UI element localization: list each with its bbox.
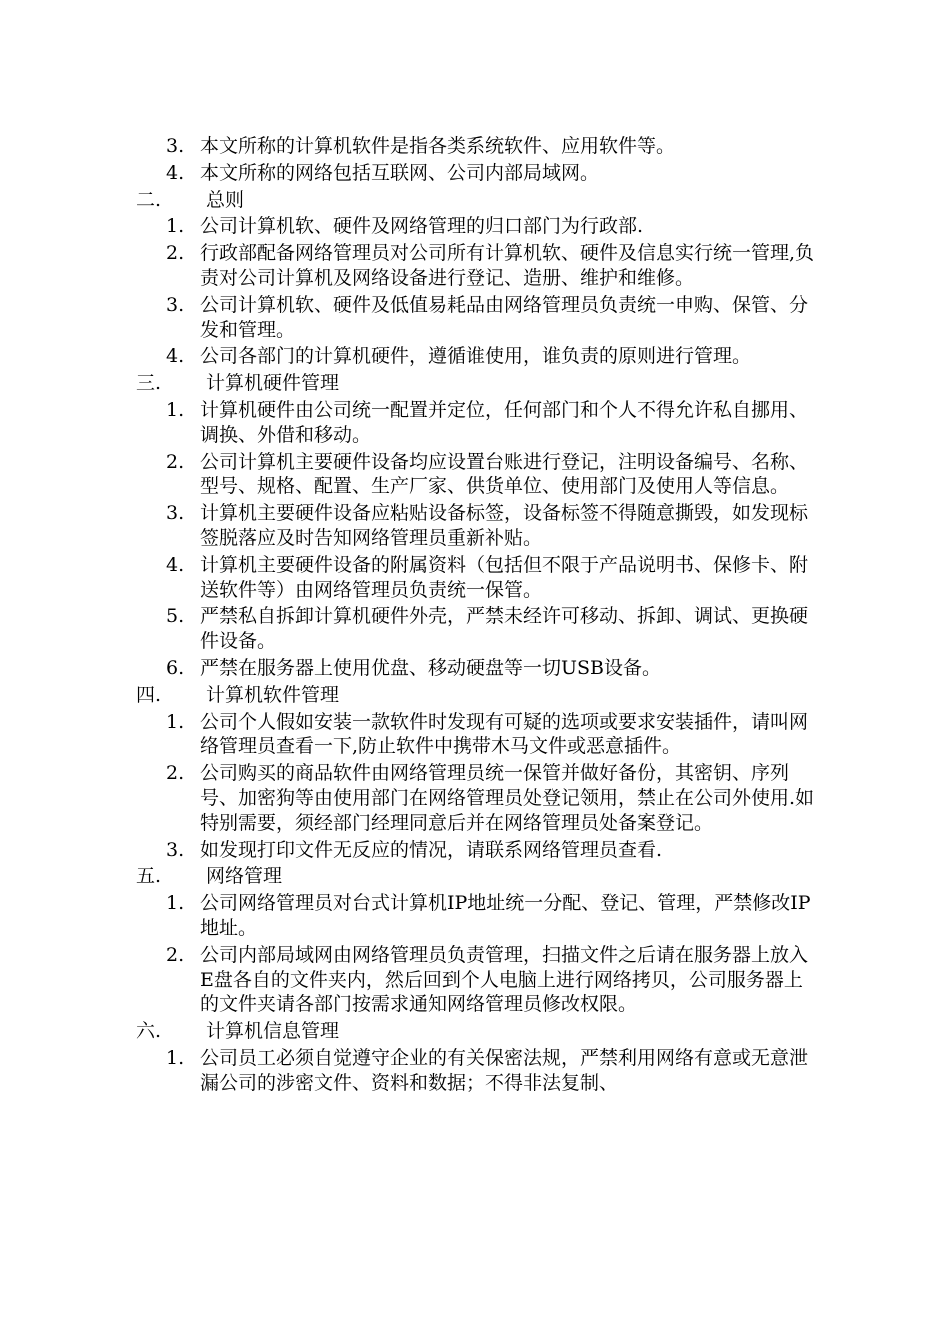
list-item-text: 公司个人假如安装一款软件时发现有可疑的选项或要求安装插件，请叫网络管理员查看一下,防止软件中携带木马文件或恶意插件。 <box>200 710 809 758</box>
section-title: 总则 <box>206 188 245 211</box>
list-item <box>0 604 820 654</box>
section-heading <box>0 188 950 213</box>
list-item-text: 公司计算机软、硬件及低值易耗品由网络管理员负责统一申购、保管、分发和管理。 <box>200 293 809 341</box>
list-item-number: 3. <box>166 502 185 525</box>
list-item-number: 2. <box>166 450 185 473</box>
list-item <box>0 161 820 186</box>
section-number: 五. <box>136 865 162 888</box>
list-item-text: 公司购买的商品软件由网络管理员统一保管并做好备份，其密钥、序列号、加密狗等由使用部门在网络管理员处登记领用，禁止在公司外使用.如特别需要，须经部门经理同意后并在网络管理员处备案登记。 <box>200 762 815 834</box>
list-item <box>0 891 820 941</box>
list-item-number: 3. <box>166 135 185 157</box>
list-item <box>0 398 820 448</box>
section-number: 四. <box>136 683 162 706</box>
section-title: 网络管理 <box>206 865 283 888</box>
section-number: 六. <box>136 1020 162 1043</box>
list-item-number: 2. <box>166 242 185 265</box>
list-item-text: 本文所称的网络包括互联网、公司内部局域网。 <box>200 161 600 184</box>
list-item-text: 本文所称的计算机软件是指各类系统软件、应用软件等。 <box>200 135 676 157</box>
section-title: 计算机硬件管理 <box>206 372 340 395</box>
list-item-number: 2. <box>166 762 185 785</box>
section-heading <box>0 1019 950 1044</box>
list-item-number: 1. <box>166 398 185 421</box>
list-item-text: 严禁在服务器上使用优盘、移动硬盘等一切USB设备。 <box>200 656 661 679</box>
list-item-number: 3. <box>166 838 185 861</box>
section-title: 计算机软件管理 <box>206 683 340 706</box>
list-item-text: 公司网络管理员对台式计算机IP地址统一分配、登记、管理，严禁修改IP地址。 <box>200 892 811 939</box>
list-item <box>0 656 820 681</box>
list-item <box>0 761 820 835</box>
list-item-text: 计算机主要硬件设备的附属资料（包括但不限于产品说明书、保修卡、附送软件等）由网络管理员负责统一保管。 <box>200 553 809 601</box>
list-item-text: 如发现打印文件无反应的情况，请联系网络管理员查看. <box>200 838 663 861</box>
section-number: 二. <box>136 188 162 211</box>
list-item <box>0 943 820 1017</box>
list-item <box>0 344 820 369</box>
list-item-number: 1. <box>166 892 185 915</box>
section-heading <box>0 371 950 396</box>
list-item-number: 3. <box>166 293 185 316</box>
list-item-number: 1. <box>166 1046 185 1069</box>
list-item-number: 4. <box>166 553 185 576</box>
list-item <box>0 710 820 760</box>
list-item <box>0 553 820 603</box>
section-heading <box>0 683 950 708</box>
list-item <box>0 241 820 291</box>
list-item-text: 公司内部局域网由网络管理员负责管理，扫描文件之后请在服务器上放入E盘各自的文件夹内，然后回到个人电脑上进行网络拷贝，公司服务器上的文件夹请各部门按需求通知网络管理员修改权限。 <box>200 943 809 1016</box>
list-item <box>0 134 820 159</box>
section-title: 计算机信息管理 <box>206 1020 340 1043</box>
list-item-text: 严禁私自拆卸计算机硬件外壳，严禁未经许可移动、拆卸、调试、更换硬件设备。 <box>200 605 809 653</box>
list-item <box>0 501 820 551</box>
list-item <box>0 838 820 863</box>
list-item-text: 计算机主要硬件设备应粘贴设备标签，设备标签不得随意撕毁，如发现标签脱落应及时告知网络管理员重新补贴。 <box>200 502 809 549</box>
list-item-number: 1. <box>166 215 185 238</box>
section-number: 三. <box>136 372 162 395</box>
list-item-text: 公司计算机主要硬件设备均应设置台账进行登记，注明设备编号、名称、型号、规格、配置、生产厂家、供货单位、使用部门及使用人等信息。 <box>200 450 809 498</box>
list-item-number: 1. <box>166 710 185 733</box>
list-item-number: 5. <box>166 605 185 628</box>
list-item-text: 公司计算机软、硬件及网络管理的归口部门为行政部. <box>200 215 644 238</box>
section-heading <box>0 864 950 889</box>
list-item-number: 4. <box>166 345 185 368</box>
list-item-text: 公司员工必须自觉遵守企业的有关保密法规，严禁利用网络有意或无意泄漏公司的涉密文件、资料和数据；不得非法复制、 <box>200 1046 809 1094</box>
list-item <box>0 214 820 239</box>
list-item <box>0 1046 820 1096</box>
list-item <box>0 450 820 500</box>
list-item <box>0 293 820 343</box>
list-item-text: 计算机硬件由公司统一配置并定位，任何部门和个人不得允许私自挪用、调换、外借和移动。 <box>200 398 809 446</box>
list-item-text: 行政部配备网络管理员对公司所有计算机软、硬件及信息实行统一管理,负责对公司计算机及网络设备进行登记、造册、维护和维修。 <box>200 242 815 289</box>
list-item-text: 公司各部门的计算机硬件，遵循谁使用，谁负责的原则进行管理。 <box>200 345 752 368</box>
list-item-number: 6. <box>166 656 185 679</box>
list-item-number: 2. <box>166 943 185 966</box>
list-item-number: 4. <box>166 161 185 184</box>
